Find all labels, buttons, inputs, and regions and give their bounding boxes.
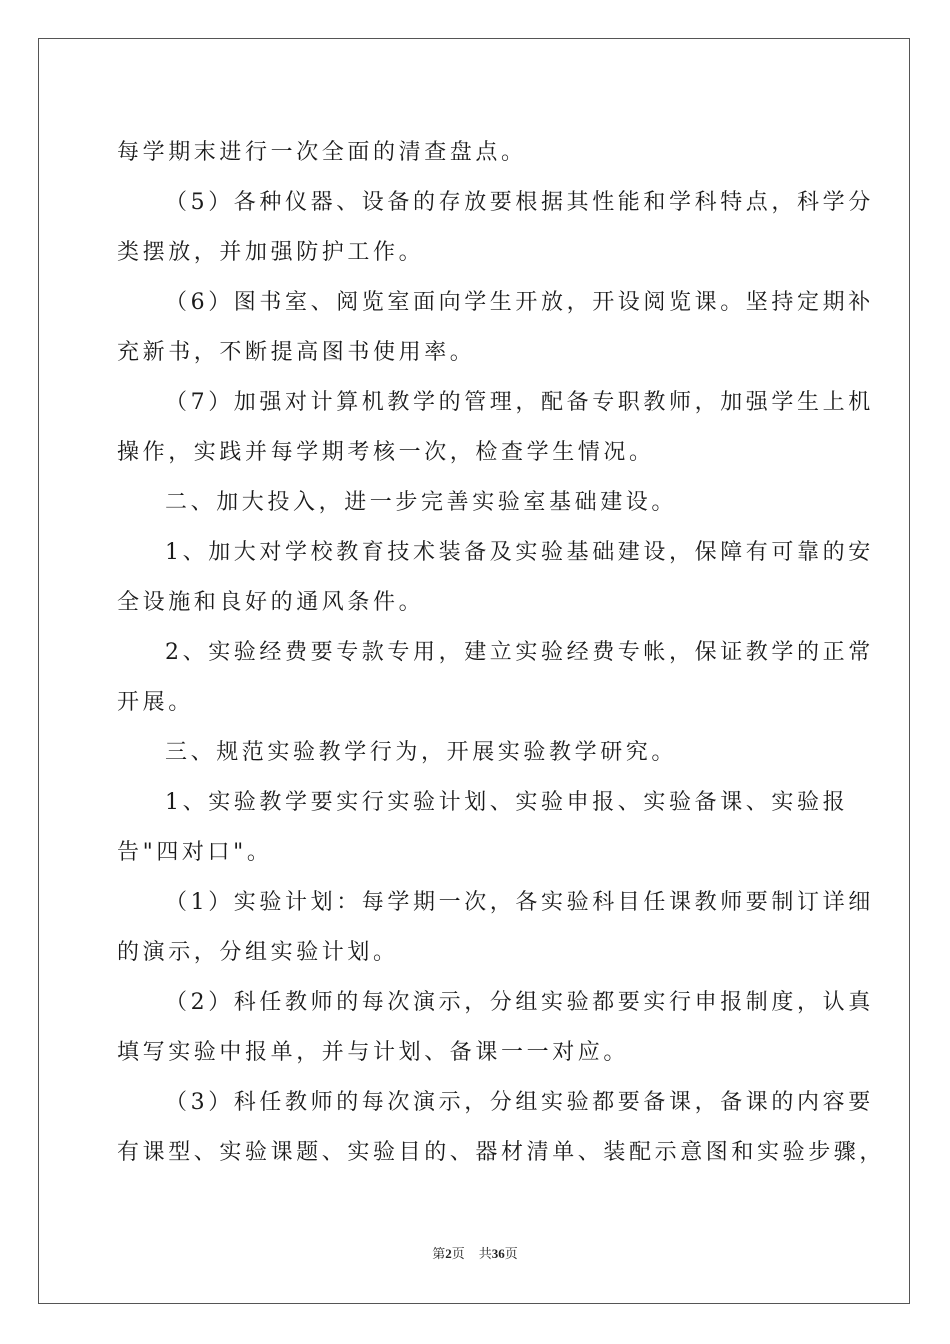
page-prefix: 第	[432, 1246, 446, 1261]
section-heading: 二、加大投入，进一步完善实验室基础建设。	[165, 490, 678, 515]
body-text-line: 开展。	[117, 690, 194, 715]
body-text-line: （1）实验计划：每学期一次，各实验科目任课教师要制订详细	[165, 890, 874, 915]
body-text-line: 类摆放，并加强防护工作。	[117, 240, 425, 265]
body-text-line: 充新书，不断提高图书使用率。	[117, 340, 476, 365]
body-text-line: 1、实验教学要实行实验计划、实验申报、实验备课、实验报	[165, 790, 849, 815]
body-text-line: （2）科任教师的每次演示，分组实验都要实行申报制度，认真	[165, 990, 874, 1015]
body-text-line: 全设施和良好的通风条件。	[117, 590, 425, 615]
total-prefix: 共	[478, 1246, 492, 1261]
body-text-line: 2、实验经费要专款专用，建立实验经费专帐，保证教学的正常	[165, 640, 874, 665]
body-text-line: 操作，实践并每学期考核一次，检查学生情况。	[117, 440, 655, 465]
body-text-line: 告"四对口"。	[117, 840, 273, 865]
body-text-line: 填写实验中报单，并与计划、备课一一对应。	[117, 1040, 630, 1065]
total-pages: 36	[491, 1246, 505, 1261]
page-suffix: 页	[451, 1246, 465, 1261]
body-text-line: 1、加大对学校教育技术装备及实验基础建设，保障有可靠的安	[165, 540, 874, 565]
section-heading: 三、规范实验教学行为，开展实验教学研究。	[165, 740, 678, 765]
body-text-line: （3）科任教师的每次演示，分组实验都要备课，备课的内容要	[165, 1090, 874, 1115]
body-text-line: （7）加强对计算机教学的管理，配备专职教师，加强学生上机	[165, 390, 874, 415]
body-text-line: （5）各种仪器、设备的存放要根据其性能和学科特点，科学分	[165, 190, 874, 215]
page-number: 2	[445, 1246, 452, 1261]
total-suffix: 页	[504, 1246, 518, 1261]
body-text-line: 每学期末进行一次全面的清查盘点。	[117, 140, 527, 165]
body-text-line: （6）图书室、阅览室面向学生开放，开设阅览课。坚持定期补	[165, 290, 874, 315]
body-text-line: 的演示，分组实验计划。	[117, 940, 399, 965]
body-text-line: 有课型、实验课题、实验目的、器材清单、装配示意图和实验步骤，	[117, 1140, 886, 1165]
page-footer	[0, 1246, 950, 1262]
